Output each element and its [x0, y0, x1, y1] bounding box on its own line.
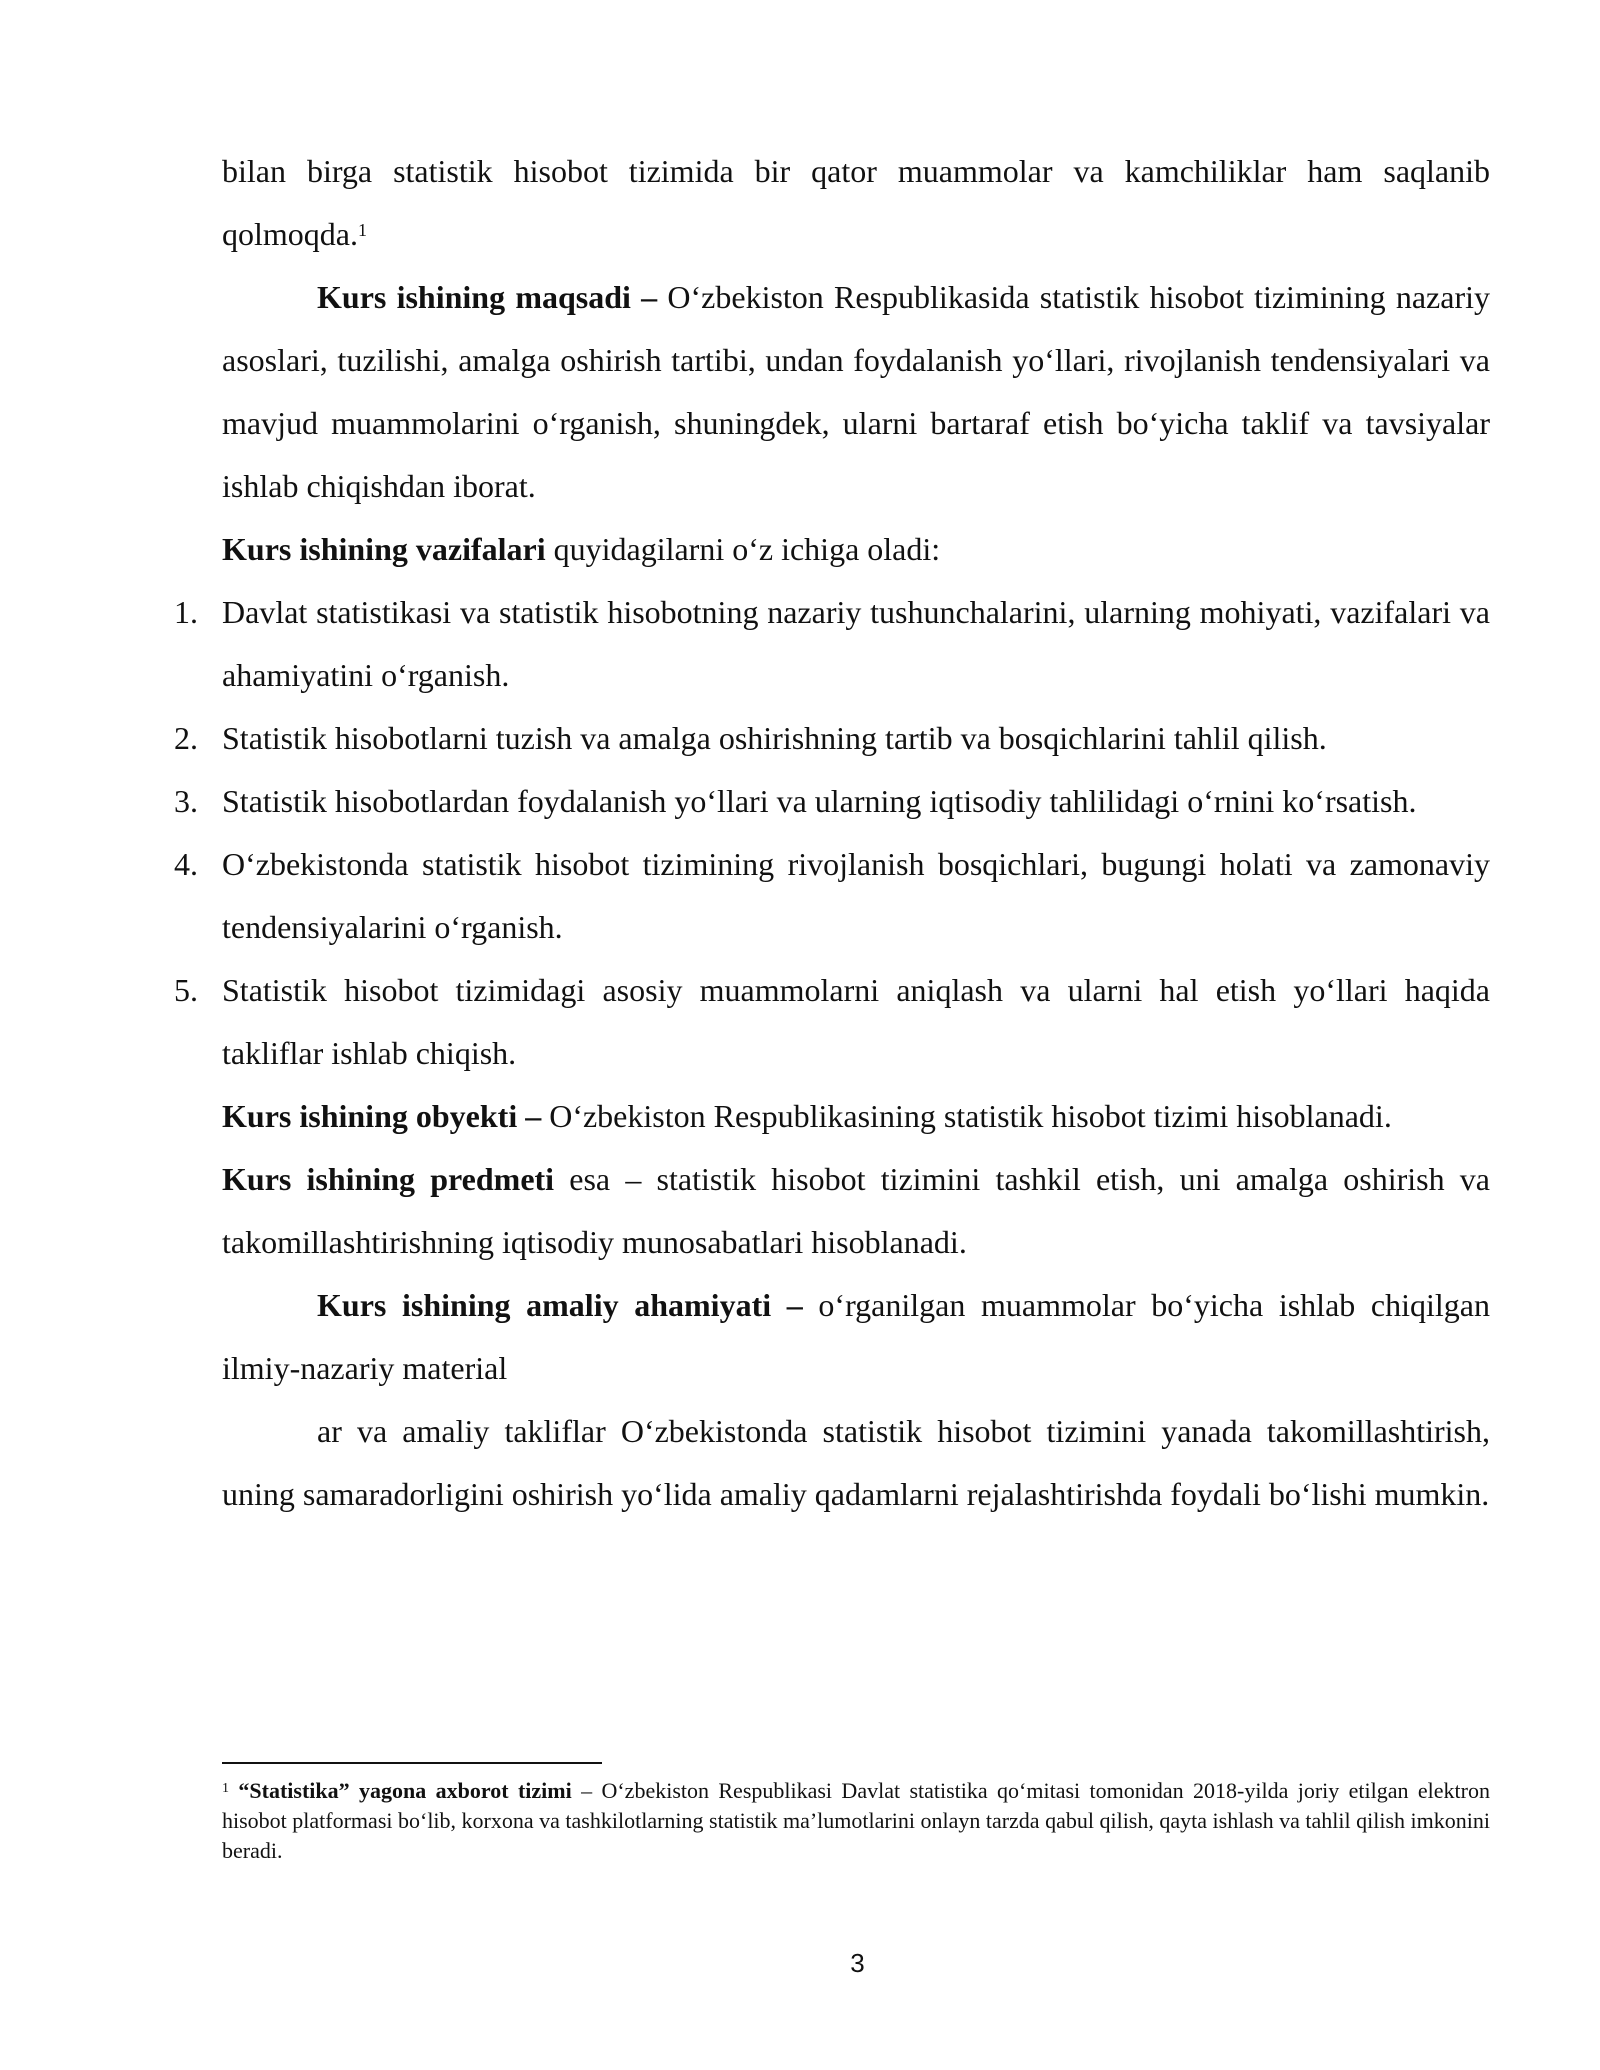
footnote-reference[interactable]: 1 [357, 220, 367, 240]
list-item-number: 4. [174, 846, 198, 882]
footnote-title: “Statistika” yagona axborot tizimi [238, 1778, 572, 1803]
footnote [222, 1776, 1490, 1866]
practical-text: o‘rganilgan muammolar bo‘yicha ishlab chiqilgan ilmiy-nazariy material [222, 1287, 1491, 1386]
subject-label: Kurs ishining predmeti [222, 1161, 555, 1197]
tasks-list [174, 581, 1490, 1085]
practical-paragraph [222, 1274, 1490, 1400]
tasks-intro-text: quyidagilarni o‘z ichiga oladi: [545, 531, 941, 567]
footnote-marker: 1 [222, 1781, 229, 1796]
tasks-label: Kurs ishining vazifalari [222, 531, 546, 567]
list-item [174, 959, 1490, 1085]
list-item-text: Davlat statistikasi va statistik hisobotning nazariy tushunchalarini, ularning mohiyati, vazifalari va ahamiyatini o‘rganish. [222, 594, 1490, 693]
list-item-text: Statistik hisobot tizimidagi asosiy muammolarni aniqlash va ularni hal etish yo‘llari haqida takliflar ishlab chiqish. [222, 972, 1490, 1071]
goal-paragraph [222, 266, 1490, 518]
list-item [174, 581, 1490, 707]
footnote-separator [222, 1762, 602, 1764]
document-body [174, 140, 1491, 1526]
practical-continuation-paragraph: ar va amaliy takliflar O‘zbekistonda statistik hisobot tizimini yanada takomillashtirish, uning samaradorligini oshirish yo‘lida amaliy qadamlarni rejalashtirishda foydali bo‘lishi mumkin. [222, 1413, 1490, 1512]
subject-paragraph [222, 1148, 1490, 1274]
list-item-text: O‘zbekistonda statistik hisobot tizimining rivojlanish bosqichlari, bugungi holati va zamonaviy tendensiyalarini o‘rganish. [222, 846, 1490, 945]
list-item-number: 5. [174, 972, 198, 1008]
list-item [174, 770, 1490, 833]
intro-paragraph [222, 140, 1490, 266]
intro-text: bilan birga statistik hisobot tizimida bir qator muammolar va kamchiliklar ham saqlanib qolmoqda. [222, 153, 1490, 252]
list-item-text: Statistik hisobotlardan foydalanish yo‘llari va ularning iqtisodiy tahlilidagi o‘rnini ko‘rsatish. [222, 783, 1417, 819]
object-paragraph [222, 1085, 1490, 1148]
practical-label: Kurs ishining amaliy ahamiyati – [317, 1287, 803, 1323]
page-number: 3 [850, 1948, 865, 1978]
goal-label: Kurs ishining maqsadi – [317, 279, 658, 315]
list-item-number: 3. [174, 783, 198, 819]
tasks-intro-paragraph [222, 518, 1490, 581]
object-text: O‘zbekiston Respublikasining statistik hisobot tizimi hisoblanadi. [541, 1098, 1392, 1134]
list-item [174, 707, 1490, 770]
list-item [174, 833, 1490, 959]
list-item-number: 2. [174, 720, 198, 756]
subject-text: esa – statistik hisobot tizimini tashkil etish, uni amalga oshirish va takomillashtirishning iqtisodiy munosabatlari hisoblanadi. [222, 1161, 1491, 1260]
object-label: Kurs ishining obyekti – [222, 1098, 542, 1134]
goal-text: O‘zbekiston Respublikasida statistik hisobot tizimining nazariy asoslari, tuzilishi, amalga oshirish tartibi, undan foydalanish yo‘llari, rivojlanish tendensiyalari va mavjud muammolarini o‘rganish, shuningdek, ularni bartaraf etish bo‘yicha taklif va tavsiyalar ishlab chiqishdan iborat. [222, 279, 1490, 504]
list-item-number: 1. [174, 594, 198, 630]
footnote-text: – O‘zbekiston Respublikasi Davlat statistika qo‘mitasi tomonidan 2018-yilda joriy etilgan elektron hisobot platformasi bo‘lib, korxona va tashkilotlarning statistik ma’lumotlarini onlayn tarzda qabul qilish, qayta ishlash va tahlil qilish imkonini beradi. [222, 1778, 1490, 1863]
list-item-text: Statistik hisobotlarni tuzish va amalga oshirishning tartib va bosqichlarini tahlil qilish. [222, 720, 1327, 756]
